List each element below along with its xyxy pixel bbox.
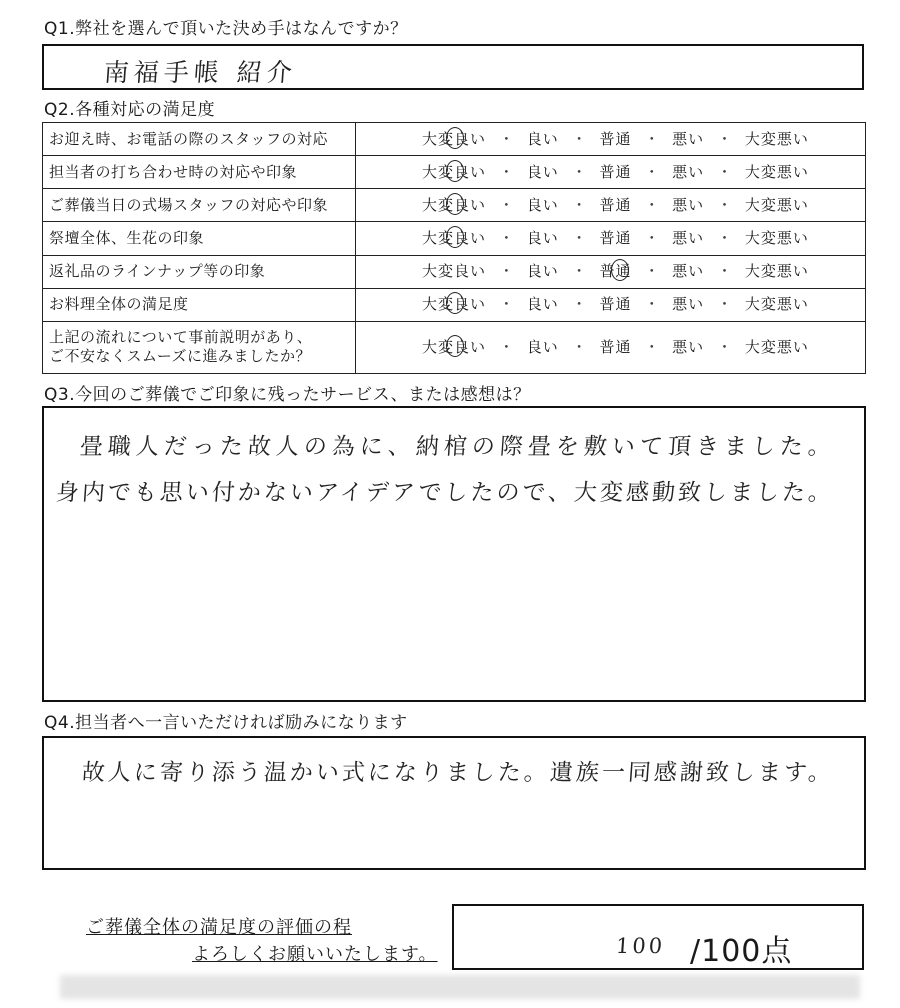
rating-option[interactable]: 大変良い xyxy=(422,163,486,182)
satisfaction-row xyxy=(43,222,866,255)
option-separator: ・ xyxy=(717,337,733,356)
option-separator: ・ xyxy=(644,228,660,247)
q1-answer-box[interactable] xyxy=(42,44,864,90)
q3-label: Q3.今回のご葬儀でご印象に残ったサービス、または感想は？ xyxy=(44,385,531,405)
rating-scale[interactable] xyxy=(356,123,866,156)
selected-circle-mark xyxy=(446,127,464,149)
q4-answer-box[interactable] xyxy=(42,736,866,870)
satisfaction-row xyxy=(43,156,866,189)
rating-option[interactable]: 悪い xyxy=(672,195,705,214)
rating-option[interactable]: 大変良い xyxy=(422,262,487,281)
rating-option[interactable]: 悪い xyxy=(672,295,705,314)
selected-circle-mark xyxy=(446,226,464,248)
option-separator: ・ xyxy=(717,129,733,148)
rating-option[interactable]: 普通 xyxy=(599,195,632,214)
option-separator: ・ xyxy=(498,262,514,281)
rating-option[interactable]: 良い xyxy=(526,162,559,181)
selected-circle-mark xyxy=(446,335,464,357)
option-separator: ・ xyxy=(644,295,660,314)
row-item-label-line1: 上記の流れについて事前説明があり、 xyxy=(49,328,313,347)
rating-option[interactable]: 普通 xyxy=(599,262,631,281)
option-separator: ・ xyxy=(644,129,660,148)
option-separator: ・ xyxy=(571,129,587,148)
option-separator: ・ xyxy=(571,162,587,181)
rating-option[interactable]: 大変悪い xyxy=(744,295,809,314)
satisfaction-row xyxy=(43,189,866,222)
option-separator: ・ xyxy=(717,195,733,214)
option-separator: ・ xyxy=(717,162,733,181)
option-separator: ・ xyxy=(498,162,514,181)
rating-option[interactable]: 普通 xyxy=(599,129,632,148)
row-item-label: お迎え時、お電話の際のスタッフの対応 xyxy=(43,123,356,156)
satisfaction-table xyxy=(42,122,866,374)
q3-handwritten-line2: 身内でも思い付かないアイデアでしたので、大変感動致しました。 xyxy=(54,480,835,506)
satisfaction-row xyxy=(43,288,866,321)
selected-circle-mark xyxy=(446,193,464,215)
option-separator: ・ xyxy=(498,337,514,356)
rating-scale[interactable] xyxy=(356,255,866,288)
rating-option[interactable]: 普通 xyxy=(599,162,632,181)
rating-option[interactable]: 普通 xyxy=(599,337,632,356)
satisfaction-row xyxy=(43,123,866,156)
q2-label: Q2.各種対応の満足度 xyxy=(44,100,216,120)
satisfaction-row xyxy=(43,321,866,373)
rating-option[interactable]: 良い xyxy=(526,228,559,247)
rating-option[interactable]: 大変良い xyxy=(422,229,486,248)
q3-answer-box[interactable] xyxy=(42,406,866,702)
rating-option[interactable]: 悪い xyxy=(672,228,705,247)
rating-option[interactable]: 悪い xyxy=(672,262,705,281)
rating-scale[interactable] xyxy=(356,222,866,255)
rating-option[interactable]: 悪い xyxy=(672,337,705,356)
overall-rating-prompt-line2: よろしくお願いいたします。 xyxy=(192,944,438,965)
q3-handwritten-line1: 畳職人だった故人の為に、納棺の際畳を敷いて頂きました。 xyxy=(78,434,837,460)
option-separator: ・ xyxy=(644,195,660,214)
rating-option[interactable]: 大変良い xyxy=(422,295,486,314)
option-separator: ・ xyxy=(498,295,514,314)
rating-option[interactable]: 大変悪い xyxy=(744,162,809,181)
option-separator: ・ xyxy=(717,262,733,281)
rating-option[interactable]: 大変良い xyxy=(422,338,486,357)
score-box[interactable] xyxy=(452,904,864,970)
option-separator: ・ xyxy=(717,228,733,247)
row-item-label-line2: ご不安なくスムーズに進みましたか？ xyxy=(49,347,312,366)
rating-option[interactable]: 良い xyxy=(526,195,559,214)
rating-option[interactable]: 良い xyxy=(526,295,559,314)
rating-option[interactable]: 大変悪い xyxy=(744,337,809,356)
rating-option[interactable]: 大変良い xyxy=(422,196,486,215)
q1-handwritten-answer: 南福手帳 紹介 xyxy=(102,58,298,87)
satisfaction-row xyxy=(43,255,866,288)
rating-scale[interactable] xyxy=(356,321,866,373)
score-suffix: /100点 xyxy=(690,934,793,969)
redacted-footer-strip xyxy=(60,975,860,999)
option-separator: ・ xyxy=(498,228,514,247)
q4-handwritten-line1: 故人に寄り添う温かい式になりました。遺族一同感謝致します。 xyxy=(80,760,835,786)
rating-option[interactable]: 悪い xyxy=(672,162,705,181)
rating-option[interactable]: 良い xyxy=(526,337,559,356)
row-item-label: 担当者の打ち合わせ時の対応や印象 xyxy=(43,156,356,189)
rating-option[interactable]: 悪い xyxy=(672,129,705,148)
selected-circle-mark xyxy=(446,292,464,314)
option-separator: ・ xyxy=(644,337,660,356)
selected-circle-mark xyxy=(611,259,629,281)
rating-option[interactable]: 良い xyxy=(526,129,559,148)
overall-rating-prompt-line1: ご葬儀全体の満足度の評価の程 xyxy=(86,917,352,938)
option-separator: ・ xyxy=(644,262,660,281)
q4-label: Q4.担当者へ一言いただければ励みになります xyxy=(44,713,408,733)
row-item-label: 祭壇全体、生花の印象 xyxy=(43,222,356,255)
option-separator: ・ xyxy=(571,195,587,214)
rating-option[interactable]: 大変悪い xyxy=(744,195,809,214)
option-separator: ・ xyxy=(644,162,660,181)
selected-circle-mark xyxy=(446,160,464,182)
rating-option[interactable]: 大変悪い xyxy=(744,262,809,281)
rating-option[interactable]: 良い xyxy=(526,262,559,281)
row-item-label: 返礼品のラインナップ等の印象 xyxy=(43,255,356,288)
row-item-label xyxy=(43,321,356,373)
rating-option[interactable]: 普通 xyxy=(599,228,632,247)
rating-scale[interactable] xyxy=(356,288,866,321)
rating-option[interactable]: 普通 xyxy=(599,295,632,314)
rating-scale[interactable] xyxy=(356,156,866,189)
row-item-label: お料理全体の満足度 xyxy=(43,288,356,321)
rating-scale[interactable] xyxy=(356,189,866,222)
option-separator: ・ xyxy=(717,295,733,314)
rating-option[interactable]: 大変悪い xyxy=(744,129,809,148)
option-separator: ・ xyxy=(571,337,587,356)
option-separator: ・ xyxy=(498,195,514,214)
option-separator: ・ xyxy=(571,262,587,281)
option-separator: ・ xyxy=(498,129,514,148)
rating-option[interactable]: 大変良い xyxy=(422,130,486,149)
score-handwritten: 100 xyxy=(615,934,666,958)
q1-label: Q1.弊社を選んで頂いた決め手はなんですか？ xyxy=(44,19,408,39)
rating-option[interactable]: 大変悪い xyxy=(744,228,809,247)
option-separator: ・ xyxy=(571,228,587,247)
row-item-label: ご葬儀当日の式場スタッフの対応や印象 xyxy=(43,189,356,222)
option-separator: ・ xyxy=(571,295,587,314)
